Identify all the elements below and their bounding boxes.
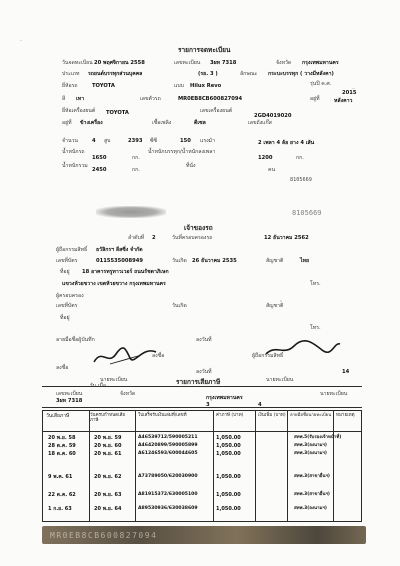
owner-address-line2: แขวงห้วยขวาง เขตห้วยขวาง กรุงเทพมหานคร — [62, 281, 166, 287]
tax-title: รายการเสียภาษี — [176, 378, 221, 386]
hp-unit: แรงม้า — [200, 138, 215, 144]
registrar-sign-label: ลงชื่อ — [56, 365, 69, 371]
form-serial-b: 8105669 — [292, 209, 322, 217]
model-year: 2015 — [342, 90, 357, 96]
engine-location: ข้างเครื่อง — [80, 120, 103, 126]
possess-date-label: วันที่ครอบครองรถ — [172, 235, 213, 241]
col-due-date: วันครบกำหนดเสียภาษี — [90, 413, 126, 423]
registrar-role: นายทะเบียน — [100, 377, 128, 383]
registration-title: รายการจดทะเบียน — [178, 46, 231, 54]
cylinders: 4 — [92, 138, 96, 144]
sign-mid-label: ลงชื่อ — [152, 353, 165, 359]
table-col-rule — [213, 411, 214, 521]
row-due: 20 พ.ย. 59 — [94, 435, 122, 441]
tax-province-label: จังหวัด — [120, 391, 136, 397]
possessor-label: ผู้ถือกรรมสิทธิ์ — [56, 247, 88, 253]
engine-brand-label: ยี่ห้อเครื่องยนต์ — [62, 108, 96, 114]
row-sign: สทพ.5(รับรองเจ้าหน้าที่) — [294, 435, 342, 440]
axle-info: 2 เพลา 4 ล้อ ยาง 4 เส้น — [258, 140, 315, 146]
model-label: แบบ — [174, 83, 184, 89]
plate-number: 3ผท 7318 — [210, 60, 237, 66]
row-sign: สทพ.3(ลงนามฯ) — [294, 506, 327, 511]
gross-weight: 2450 — [92, 167, 107, 173]
engine-brand: TOYOTA — [106, 110, 129, 116]
recorder-date-label: ลงวันที่ — [196, 337, 212, 343]
row-due: 20 พ.ย. 61 — [94, 451, 122, 457]
registrar-role-b: นายทะเบียน — [266, 377, 294, 383]
owner-address-label: ที่อยู่ — [60, 269, 70, 275]
row-tax: 1,050.00 — [216, 474, 241, 480]
owner-birth-date: 26 ธันวาคม 2535 — [192, 258, 237, 264]
holder-address-label: ที่อยู่ — [60, 315, 70, 321]
reg-date-label: วันจดทะเบียน — [62, 60, 93, 66]
row-due: 20 พ.ย. 63 — [94, 492, 122, 498]
cc-unit: ซีซี — [150, 138, 158, 144]
gross-unit: กก. — [132, 167, 140, 173]
vehicle-style: กระบะบรรทุก ( วางมีหลังคา) — [268, 71, 334, 77]
owner-nation-label: สัญชาติ — [266, 258, 284, 264]
scan-speck — [20, 40, 22, 41]
holder-id-label: เลขที่บัตร — [56, 303, 78, 309]
sign-date-label: ลงวันที่ — [196, 369, 212, 375]
tax-doc-no: 3 — [206, 402, 210, 408]
row-tax: 1,050.00 — [216, 492, 241, 498]
row-receipt: A73789050/620030900 — [138, 474, 198, 479]
possessor-name: ธวัลิกรฯ ลีสซิ่ง จำกัด — [96, 247, 143, 253]
brand-label: ยี่ห้อรถ — [62, 83, 78, 89]
load-unit: กก. — [296, 155, 304, 161]
weight-unit: กก. — [132, 155, 140, 161]
brand: TOYOTA — [92, 83, 115, 89]
owner-order-label: ลำดับที่ — [128, 235, 145, 241]
chassis-loc-label: อยู่ที่ — [310, 96, 320, 102]
owner-phone-label: โทร. — [310, 281, 321, 287]
seat-unit: คน — [268, 167, 276, 173]
row-receipt: A81915372/630005100 — [138, 492, 198, 497]
row-paid: 28 ต.ค. 59 — [48, 443, 76, 449]
holder-phone-label: โทร. — [310, 325, 321, 331]
scan-speck — [280, 300, 282, 302]
tax-reg-label: เลขทะเบียน — [56, 391, 83, 397]
province: กรุงเทพมหานคร — [302, 60, 339, 66]
engine-cc: 2393 — [128, 138, 143, 144]
col-tax-amount: ค่าภาษี (บาท) — [216, 413, 244, 418]
chassis-number: MR0EB8CB600827094 — [178, 96, 243, 102]
form-serial-a: 8105669 — [290, 177, 312, 183]
engine-number: 2GD4019020 — [254, 113, 292, 119]
col-fine: เงินเพิ่ม (บาท) — [258, 413, 286, 418]
owner-birth-label: วันเกิด — [172, 258, 187, 264]
province-label: จังหวัด — [276, 60, 292, 66]
type-label: ประเภท — [62, 71, 80, 77]
tax-note-label: รับ เมื่อ — [90, 383, 107, 389]
row-paid: 18 ต.ค. 60 — [48, 451, 76, 457]
holder-nation-label: สัญชาติ — [266, 303, 284, 309]
owner-order: 2 — [152, 235, 156, 241]
load-weight: 1200 — [258, 155, 273, 161]
owner-nationality: ไทย — [300, 258, 310, 264]
fuel-label: เชื้อเพลิง — [152, 120, 172, 126]
chassis-label: เลขตัวรถ — [140, 96, 161, 102]
owner-id-label: เลขที่บัตร — [56, 258, 78, 264]
model-year-label: รุ่นปี ค.ศ. — [310, 81, 332, 87]
seat-label: ที่นั่ง — [186, 163, 196, 169]
vehicle-type-code: (รย. 3 ) — [198, 71, 218, 77]
row-tax: 1,050.00 — [216, 506, 241, 512]
holder-sign-label: ผู้ถือกรรมสิทธิ์ — [252, 353, 284, 359]
scan-speck — [352, 88, 355, 89]
owner-id: 0115535008949 — [96, 258, 143, 264]
row-sign: สทพ.3(สาขาอื่นฯ) — [294, 492, 330, 497]
engine-loc-label: อยู่ที่ — [62, 120, 72, 126]
cylinder-label: จำนวน — [62, 138, 78, 144]
vehicle-type: รถยนต์บรรทุกส่วนบุคคล — [88, 71, 143, 77]
col-note: หมายเหตุ — [336, 413, 355, 418]
gross-label: น้ำหนักรวม — [62, 163, 88, 169]
holder-birth-label: วันเกิด — [172, 303, 187, 309]
possess-date: 12 ธันวาคม 2562 — [264, 235, 309, 241]
row-tax: 1,050.00 — [216, 443, 241, 449]
row-due: 20 พ.ย. 62 — [94, 474, 122, 480]
holder-label: ผู้ครอบครอง — [56, 293, 84, 299]
row-receipt: A61246593/600044605 — [138, 451, 198, 456]
row-due: 20 พ.ย. 60 — [94, 443, 122, 449]
table-col-rule — [89, 411, 90, 521]
row-receipt: A89530936/630038609 — [138, 506, 198, 511]
fuel: ดีเซล — [194, 120, 206, 126]
tax-mid-rule — [42, 407, 362, 408]
tape-chassis-text: MR0EB8CB600827094 — [50, 531, 158, 540]
col-paid-date: วันเสียภาษี — [46, 413, 70, 419]
table-col-rule — [135, 411, 136, 521]
scan-smudge — [96, 206, 166, 218]
reg-date: 20 พฤศจิกายน 2558 — [94, 60, 145, 66]
plate-label: เลขทะเบียน — [174, 60, 201, 66]
sign-date: 14 — [342, 369, 350, 375]
weight: 1650 — [92, 155, 107, 161]
weight-label: น้ำหนักรถ — [62, 149, 85, 155]
style-label: ลักษณะ — [240, 71, 258, 77]
row-receipt: A46539712/590005211 — [138, 435, 198, 440]
recorder-sign-label: ลายมือชื่อผู้บันทึก — [56, 337, 95, 343]
row-paid: 22 ต.ค. 62 — [48, 492, 76, 498]
row-sign: สทพ.3(สาขาอื่นฯ) — [294, 474, 330, 479]
table-col-rule — [255, 411, 256, 521]
table-header-rule — [43, 431, 361, 432]
tax-reg-plate: 3ผท 7318 — [56, 398, 83, 404]
tax-province: กรุงเทพมหานคร — [206, 395, 243, 401]
holder-signature — [262, 338, 342, 360]
color: เทา — [76, 96, 85, 102]
table-col-rule — [333, 411, 334, 521]
row-paid: 20 พ.ย. 58 — [48, 435, 76, 441]
col-receipt: ใบเสร็จรับเงินเล่มที่/เลขที่ — [138, 413, 187, 418]
tax-registrar-label: นายทะเบียน — [320, 391, 348, 397]
row-receipt: A46420899/590005899 — [138, 443, 198, 448]
chassis-location: หลังคาว — [334, 98, 353, 104]
gas-tank-label: เลขถังแก๊ส — [248, 120, 272, 126]
owner-section-title: เจ้าของรถ — [184, 224, 213, 232]
row-paid: 1 ก.ย. 63 — [48, 506, 72, 512]
model: Hilux Revo — [190, 83, 222, 89]
owner-address-line1: 18 อาคารทรูทาวเวอร์ ถนนรัชดาภิเษก — [82, 269, 169, 275]
row-due: 20 พ.ย. 64 — [94, 506, 122, 512]
table-col-rule — [287, 411, 288, 521]
color-label: สี — [62, 96, 66, 102]
row-tax: 1,050.00 — [216, 435, 241, 441]
cylinder-unit: สูบ — [104, 138, 111, 144]
engine-no-label: เลขเครื่องยนต์ — [200, 108, 233, 114]
row-sign: สทพ.3(ลงนามฯ) — [294, 451, 327, 456]
col-registrar-sign: ลายมือชื่อนายทะเบียน — [290, 413, 332, 418]
load-label: น้ำหนักบรรทุก/น้ำหนักลงเพลา — [148, 149, 216, 155]
row-tax: 1,050.00 — [216, 451, 241, 457]
row-paid: 9 พ.ค. 61 — [48, 474, 73, 480]
registrar-signature — [90, 344, 160, 368]
row-sign: สทพ.3(ลงนามฯ) — [294, 443, 327, 448]
tax-doc-no-b: 4 — [258, 402, 262, 408]
horsepower: 150 — [180, 138, 191, 144]
